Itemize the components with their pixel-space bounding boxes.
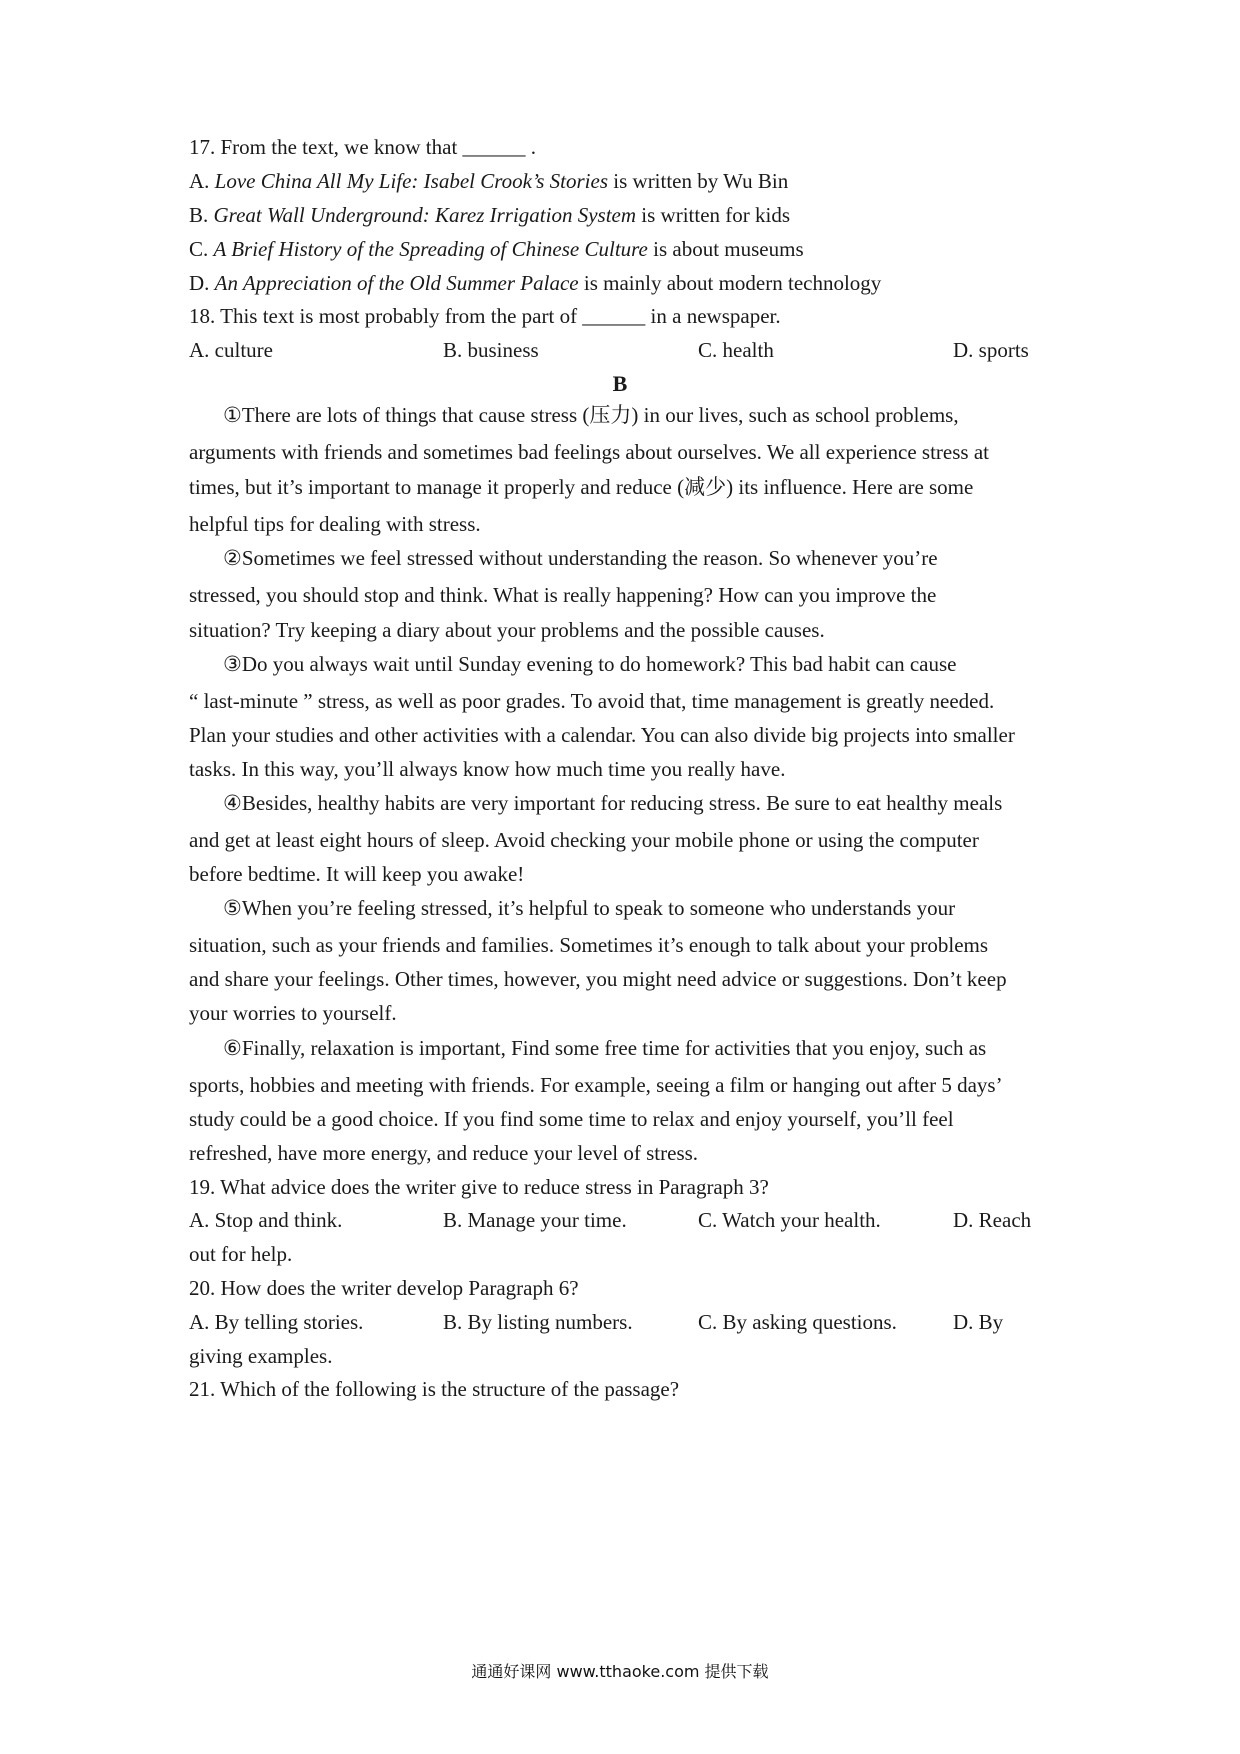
q19-stem: 19. What advice does the writer give to reduce stress in Paragraph 3? bbox=[189, 1175, 769, 1199]
paragraph-3-line: tasks. In this way, you’ll always know how much time you really have. bbox=[189, 757, 786, 781]
q18-options bbox=[189, 335, 1059, 365]
q20-option-a: A. By telling stories. bbox=[189, 1310, 364, 1334]
paragraph-6-line: refreshed, have more energy, and reduce your level of stress. bbox=[189, 1141, 699, 1165]
paragraph-5-line: your worries to yourself. bbox=[189, 1001, 397, 1025]
paragraph-6-line: sports, hobbies and meeting with friends. For example, seeing a film or hanging out after 5 days’ bbox=[189, 1073, 1003, 1097]
paragraph-5-line: and share your feelings. Other times, however, you might need advice or suggestions. Don’t keep bbox=[189, 967, 1007, 991]
q18-stem: 18. This text is most probably from the part of ______ in a newspaper. bbox=[189, 304, 781, 328]
q19-option-d-continued: out for help. bbox=[189, 1242, 293, 1266]
q20-stem: 20. How does the writer develop Paragraph 6? bbox=[189, 1276, 579, 1300]
paragraph-2-line: ②Sometimes we feel stressed without understanding the reason. So whenever you’re bbox=[223, 546, 938, 570]
q20-option-c: C. By asking questions. bbox=[698, 1310, 897, 1334]
q18-option-a: A. culture bbox=[189, 338, 273, 362]
q18-option-c: C. health bbox=[698, 338, 774, 362]
paragraph-2-line: situation? Try keeping a diary about your problems and the possible causes. bbox=[189, 618, 825, 642]
paragraph-3-line: Plan your studies and other activities with a calendar. You can also divide big projects into smaller bbox=[189, 723, 1015, 747]
q20-option-d: D. By bbox=[953, 1310, 1004, 1334]
paragraph-3-line: “ last-minute ” stress, as well as poor grades. To avoid that, time management is greatly needed. bbox=[189, 689, 995, 713]
q17-stem: 17. From the text, we know that ______ . bbox=[189, 135, 537, 159]
q17-option-a: A. Love China All My Life: Isabel Crook’s Stories is written by Wu Bin bbox=[189, 169, 789, 193]
q20-options bbox=[189, 1307, 1059, 1337]
q17-option-b: B. Great Wall Underground: Karez Irrigation System is written for kids bbox=[189, 203, 791, 227]
section-heading: B bbox=[612, 371, 628, 396]
paragraph-5-line: situation, such as your friends and families. Sometimes it’s enough to talk about your problems bbox=[189, 933, 989, 957]
q19-option-a: A. Stop and think. bbox=[189, 1208, 343, 1232]
q17-option-d: D. An Appreciation of the Old Summer Palace is mainly about modern technology bbox=[189, 271, 882, 295]
paragraph-1-line: times, but it’s important to manage it properly and reduce (减少) its influence. Here are some bbox=[189, 475, 974, 499]
q20-option-d-continued: giving examples. bbox=[189, 1344, 333, 1368]
q19-option-d: D. Reach bbox=[953, 1208, 1032, 1232]
paragraph-4-line: before bedtime. It will keep you awake! bbox=[189, 862, 525, 886]
paragraph-1-line: ①There are lots of things that cause stress (压力) in our lives, such as school problems, bbox=[223, 403, 959, 427]
paragraph-1-line: helpful tips for dealing with stress. bbox=[189, 512, 481, 536]
q18-option-d: D. sports bbox=[953, 338, 1029, 362]
q20-option-b: B. By listing numbers. bbox=[443, 1310, 633, 1334]
q19-option-b: B. Manage your time. bbox=[443, 1208, 627, 1232]
page-footer: 通通好课网 www.tthaoke.com 提供下载 bbox=[471, 1662, 769, 1681]
paragraph-1-line: arguments with friends and sometimes bad feelings about ourselves. We all experience stress at bbox=[189, 440, 989, 464]
paragraph-6-line: ⑥Finally, relaxation is important, Find some free time for activities that you enjoy, such as bbox=[223, 1036, 987, 1060]
q18-option-b: B. business bbox=[443, 338, 539, 362]
paragraph-3-line: ③Do you always wait until Sunday evening to do homework? This bad habit can cause bbox=[223, 652, 957, 676]
q19-options bbox=[189, 1205, 1059, 1235]
paragraph-6-line: study could be a good choice. If you find some time to relax and enjoy yourself, you’ll feel bbox=[189, 1107, 954, 1131]
q21-stem: 21. Which of the following is the structure of the passage? bbox=[189, 1377, 680, 1401]
paragraph-2-line: stressed, you should stop and think. What is really happening? How can you improve the bbox=[189, 583, 937, 607]
q17-option-c: C. A Brief History of the Spreading of Chinese Culture is about museums bbox=[189, 237, 804, 261]
paragraph-5-line: ⑤When you’re feeling stressed, it’s helpful to speak to someone who understands your bbox=[223, 896, 956, 920]
q19-option-c: C. Watch your health. bbox=[698, 1208, 881, 1232]
paragraph-4-line: and get at least eight hours of sleep. Avoid checking your mobile phone or using the computer bbox=[189, 828, 979, 852]
paragraph-4-line: ④Besides, healthy habits are very important for reducing stress. Be sure to eat healthy meals bbox=[223, 791, 1003, 815]
